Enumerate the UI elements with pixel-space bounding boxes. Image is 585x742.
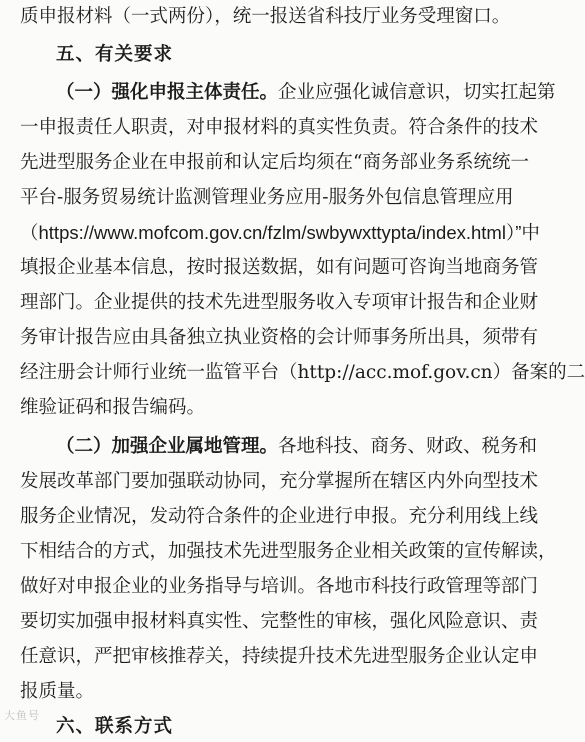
paragraph-line (56, 78, 556, 108)
text-line: 要切实加强申报材料真实性、完整性的审核，强化风险意识、责 (20, 611, 539, 632)
text-line: 报质量。 (20, 681, 95, 702)
watermark: 大鱼号 (4, 709, 40, 722)
subheading-territorial-management: （二）加强企业属地管理。 (56, 436, 279, 457)
text-line: 平台-服务贸易统计监测管理业务应用-服务外包信息管理应用 (20, 187, 514, 208)
text-line: 任意识，严把审核推荐关，持续提升技术先进型服务企业认定申 (20, 646, 539, 667)
text-line: 理部门。企业提供的技术先进型服务收入专项审计报告和企业财 (20, 292, 539, 313)
text-line: 一申报责任人职责，对申报材料的真实性负责。符合条件的技术 (20, 117, 539, 138)
text-line: 质申报材料（一式两份），统一报送省科技厅业务受理窗口。 (20, 6, 511, 27)
subheading-main-responsibility: （一）强化申报主体责任。 (56, 82, 279, 103)
text-line: 服务企业情况，发动符合条件的企业进行申报。充分利用线上线 (20, 506, 539, 527)
text-line: 经注册会计师行业统一监管平台（http://acc.mof.gov.cn）备案的二 (20, 362, 585, 383)
paragraph-text: 各地科技、商务、财政、税务和 (278, 436, 538, 457)
text-line: 务审计报告应由具备独立执业资格的会计师事务所出具，须带有 (20, 327, 539, 348)
text-line: 下相结合的方式，加强技术先进型服务企业相关政策的宣传解读， (20, 541, 557, 562)
text-line: 维验证码和报告编码。 (20, 397, 206, 418)
paragraph-line (56, 432, 538, 462)
text-line: 先进型服务企业在申报前和认定后均须在“商务部业务系统统一 (20, 152, 529, 173)
paragraph-text: 企业应强化诚信意识，切实扛起第 (278, 82, 556, 103)
section-heading-requirements: 五、有关要求 (56, 44, 174, 65)
text-line: 做好对申报企业的业务指导与培训。各地市科技行政管理等部门 (20, 576, 539, 597)
text-line: 填报企业基本信息，按时报送数据，如有问题可咨询当地商务管 (20, 257, 539, 278)
section-heading-contact: 六、联系方式 (56, 716, 174, 737)
text-line: 发展改革部门要加强联动协同，充分掌握所在辖区内外向型技术 (20, 471, 539, 492)
text-line-url: （https://www.mofcom.gov.cn/fzlm/swbywxttypta/index.html）”中 (20, 222, 540, 243)
